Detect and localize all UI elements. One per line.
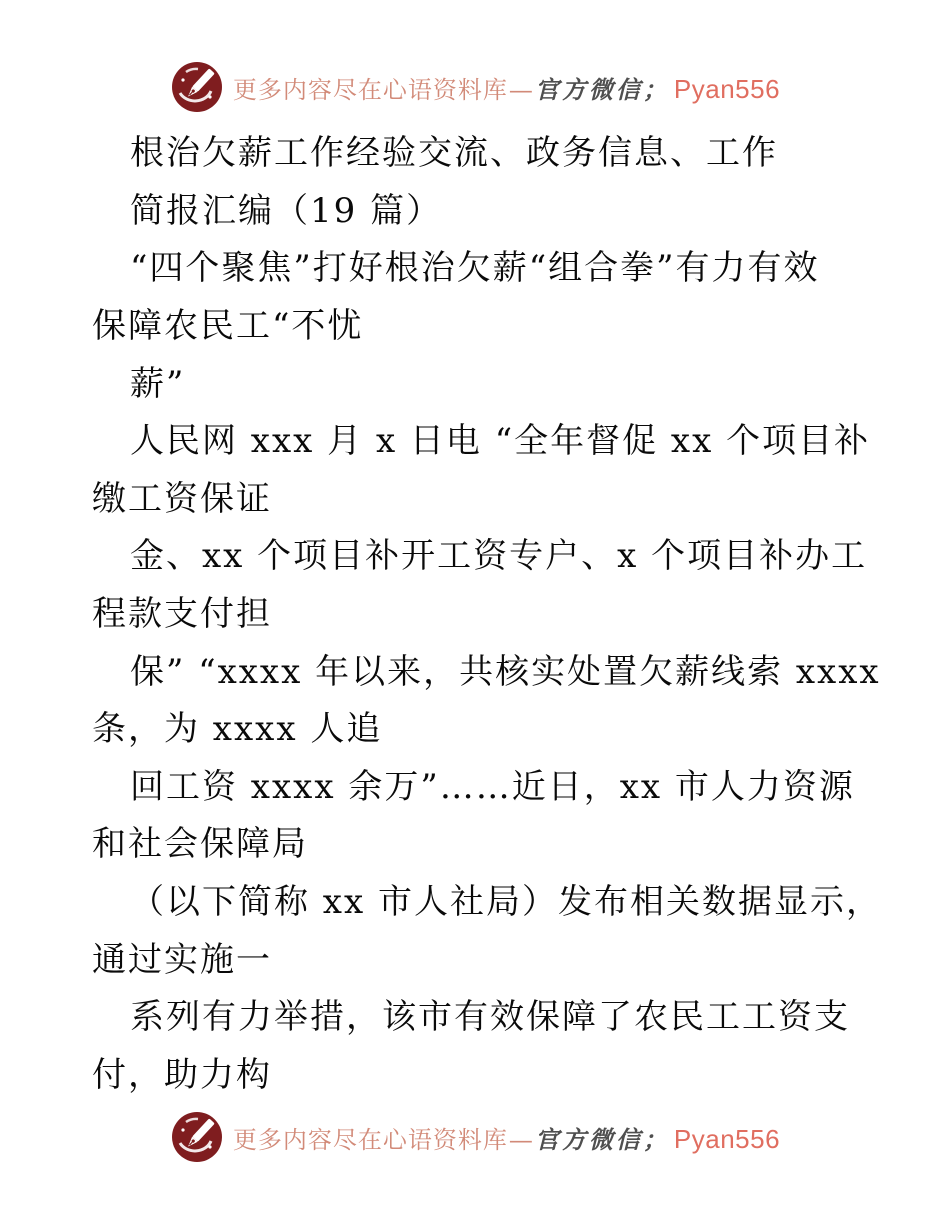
footer-watermark: [0, 1110, 950, 1164]
wechat-label: 官方微信；: [534, 1124, 670, 1154]
wechat-label: 官方微信；: [534, 74, 670, 104]
text-line: 根治欠薪工作经验交流、政务信息、工作: [130, 133, 778, 174]
text-line: 回工资 xxxx 余万”……近日，xx 市人力资源: [130, 766, 855, 807]
text-line: （以下简称 xx 市人社局）发布相关数据显示，: [130, 882, 882, 923]
text-line: 系列有力举措，该市有效保障了农民工工资支: [130, 997, 850, 1038]
text-line: 条，为 xxxx 人追: [92, 709, 383, 750]
watermark-text: [233, 70, 780, 105]
text-line: 通过实施一: [92, 939, 272, 980]
text-line: 保障农民工“不忧: [92, 306, 364, 347]
text-line: “四个聚焦”打好根治欠薪“组合拳”有力有效: [130, 248, 820, 289]
header-watermark: [0, 60, 950, 114]
watermark-prefix: 更多内容尽在心语资料库: [232, 1125, 508, 1154]
watermark-text: [233, 1120, 780, 1155]
text-line: 和社会保障局: [92, 824, 308, 865]
text-line: 缴工资保证: [92, 478, 272, 519]
xinyu-library-logo-icon: [170, 1110, 224, 1164]
text-line: 简报汇编（19 篇）: [130, 190, 443, 231]
watermark-dash: —: [508, 75, 534, 104]
xinyu-library-logo-icon: [170, 60, 224, 114]
text-line: 薪”: [130, 363, 186, 404]
document-body: [0, 121, 950, 1100]
text-line: 人民网 xxx 月 x 日电 “全年督促 xx 个项目补: [130, 421, 871, 462]
text-line: 程款支付担: [92, 594, 272, 635]
text-line: 保” “xxxx 年以来，共核实处置欠薪线索 xxxx: [130, 651, 881, 692]
watermark-prefix: 更多内容尽在心语资料库: [232, 75, 508, 104]
watermark-dash: —: [508, 1125, 534, 1154]
wechat-account: Pyan556: [673, 73, 781, 104]
text-line: 金、xx 个项目补开工资专户、x 个项目补办工: [130, 536, 868, 577]
wechat-account: Pyan556: [673, 1123, 781, 1154]
text-line: 付，助力构: [92, 1054, 272, 1095]
